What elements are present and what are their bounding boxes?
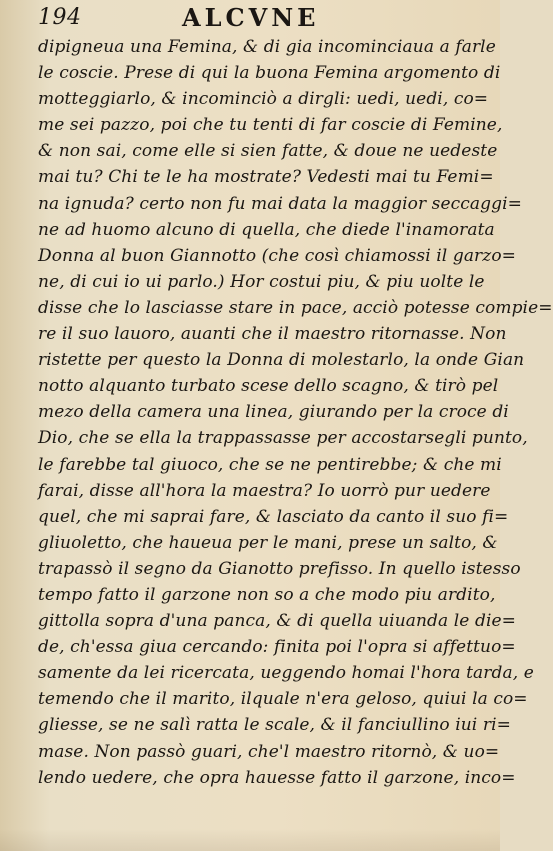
text-line: gliuoletto, che haueua per le mani, prese un salto, & <box>38 532 498 553</box>
page-header <box>38 4 468 32</box>
text-line: Donna al buon Giannotto (che così chiamossi il garzo= <box>38 245 517 266</box>
text-line: notto alquanto turbato scese dello scagno, & tirò pel <box>38 376 499 397</box>
text-line: gliesse, se ne salì ratta le scale, & il fanciullino iui ri= <box>38 715 511 736</box>
text-line: & non sai, come elle si sien fatte, & doue ne uedeste <box>38 141 498 162</box>
text-line: mai tu? Chi te le ha mostrate? Vedesti mai tu Femi= <box>38 167 494 188</box>
text-line: samente da lei ricercata, ueggendo homai l'hora tarda, e <box>38 663 534 684</box>
text-line: trapassò il segno da Gianotto prefisso. In quello istesso <box>38 558 521 579</box>
text-line: na ignuda? certo non fu mai data la maggior seccaggi= <box>38 193 522 214</box>
page-number: 194 <box>38 5 82 30</box>
text-line: lendo uedere, che opra hauesse fatto il garzone, inco= <box>38 767 516 788</box>
text-line: farai, disse all'hora la maestra? Io uorrò pur uedere <box>38 480 491 501</box>
text-line: disse che lo lasciasse stare in pace, acciò potesse compie= <box>38 297 553 318</box>
text-line: ne, di cui io ui parlo.) Hor costui piu, & piu uolte le <box>38 271 485 292</box>
text-line: le coscie. Prese di qui la buona Femina argomento di <box>38 63 501 84</box>
text-line: temendo che il marito, ilquale n'era geloso, quiui la co= <box>38 689 528 710</box>
text-line: de, ch'essa giua cercando: finita poi l'opra si affettuo= <box>38 637 516 658</box>
text-line: ristette per questo la Donna di molestarlo, la onde Gian <box>38 350 525 371</box>
text-line: motteggiarlo, & incominciò a dirgli: uedi, uedi, co= <box>38 89 489 110</box>
text-line: mezo della camera una linea, giurando per la croce di <box>38 402 509 423</box>
text-line: re il suo lauoro, auanti che il maestro ritornasse. Non <box>38 324 507 345</box>
running-head: ALCVNE <box>182 3 320 32</box>
text-line: gittolla sopra d'una panca, & di quella uiuanda le die= <box>38 611 516 632</box>
page-text <box>38 34 553 824</box>
text-line: mase. Non passò guari, che'l maestro ritornò, & uo= <box>38 741 500 762</box>
text-line: ne ad huomo alcuno di quella, che diede l'inamorata <box>38 219 495 240</box>
text-line: quel, che mi saprai fare, & lasciato da canto il suo fi= <box>38 506 509 527</box>
text-line: le farebbe tal giuoco, che se ne pentirebbe; & che mi <box>38 454 502 475</box>
text-line: Dio, che se ella la trappassasse per accostarsegli punto, <box>38 428 528 449</box>
text-line: dipigneua una Femina, & di gia incominciaua a farle <box>38 37 496 57</box>
text-line: me sei pazzo, poi che tu tenti di far coscie di Femine, <box>38 115 503 136</box>
text-line: tempo fatto il garzone non so a che modo piu ardito, <box>38 584 496 605</box>
page-bottom-shadow <box>0 829 500 851</box>
